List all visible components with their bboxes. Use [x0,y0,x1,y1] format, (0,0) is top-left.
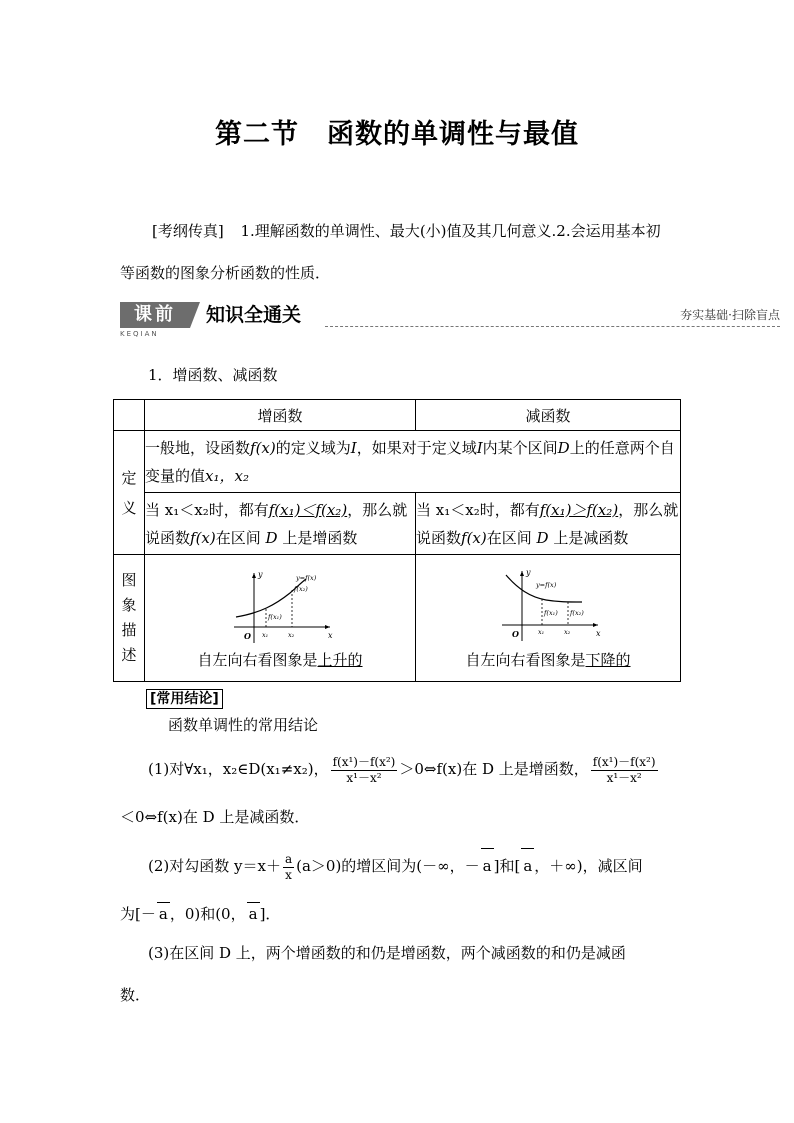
definition-specific-row [114,493,681,555]
header-increasing: 增函数 [145,400,416,431]
inc-caption-a: 自左向右看图象是 [197,651,318,669]
def-text-e: 上的任意两个自变量的值 [145,438,675,485]
conclusion-2 [148,848,688,883]
dec-caption-a: 自左向右看图象是 [465,651,586,669]
c1-text-a: (1)对∀x₁，x₂∈D(x₁≠x₂)， [148,760,329,778]
inc-fx2-label: f(x₂) [294,585,308,593]
conclusion-3-cont: 数． [120,986,151,1004]
title-text: 函数的单调性与最值 [327,119,579,150]
def-I-2: I [476,438,483,457]
inc-x1-label: x₁ [262,631,269,639]
increasing-graph-cell [145,555,416,682]
dec-x2-label: x₂ [564,628,571,636]
section-divider [325,326,780,327]
c2-sqrt-2: a [521,848,534,883]
def-text-d: 内某个区间 [482,438,558,457]
inc-def-d: 上是增函数 [282,528,358,547]
common-conclusions-label: [常用结论] [146,689,223,709]
decreasing-definition-cell [416,493,681,555]
c1-frac1-den: x¹－x² [346,770,382,785]
definition-label [114,431,145,555]
inc-def-c: 在区间 [215,528,261,547]
dec-def-fx: f(x) [461,528,487,547]
decreasing-graph-cell [416,555,681,682]
definition-label-text: 定义 [121,468,137,517]
inc-def-b: ，那么就说函数 [145,500,408,547]
def-D: D [557,438,570,457]
decreasing-graph [488,569,608,647]
inc-def-D: D [265,528,278,547]
section-badge-tail [190,302,200,328]
c2-frac-num: a [284,851,293,866]
table-header-row [114,400,681,431]
dec-def-a: 当 x₁＜x₂时，都有 [416,500,540,519]
inc-curve-label: y=f(x) [296,574,317,582]
c2-text-a: (2)对勾函数 y＝x＋ [148,857,281,875]
syllabus-line-2: 等函数的图象分析函数的性质． [120,264,331,282]
dec-curve-label: y=f(x) [536,581,557,589]
dec-y-arrow [520,571,524,576]
increasing-definition-cell [145,493,416,555]
section-heading: 知识全通关 [206,304,302,326]
def-fx: f(x) [250,438,276,457]
conclusion-1-cont: ＜0⇔f(x)在 D 上是减函数． [120,808,310,826]
dec-y-label: y [526,569,531,577]
graph-label-text: 图象描述 [121,571,137,664]
section-bar [120,302,780,340]
dec-fx1-label: f(x₁) [544,609,558,617]
section-badge-sub: KEQIAN [120,330,159,338]
corner-cell [114,400,145,431]
section-badge: 课前 [120,302,190,328]
dec-fx2-label: f(x₂) [570,609,584,617]
syllabus-line-1 [120,220,680,242]
dec-def-cond: f(x₁)＞f(x₂) [539,500,619,519]
inc-y-label: y [258,570,263,579]
c2-fraction [283,852,294,883]
inc-y-arrow [252,573,256,578]
page-title [0,112,794,151]
c1-text-b: ＞0⇔f(x)在 D 上是增函数， [399,760,589,778]
definition-common-row [114,431,681,493]
inc-origin-label: O [244,631,251,641]
c2-sqrt-4: a [247,902,260,925]
inc-def-a: 当 x₁＜x₂时，都有 [145,500,269,519]
dec-x-arrow [593,623,598,627]
c2-text-c: ]和[ [493,857,521,875]
dec-x1-label: x₁ [538,628,545,636]
conclusion-2-cont [120,902,680,925]
c2-text-e: 为[－ [120,905,156,923]
dec-def-D: D [536,528,549,547]
c2-text-f: ，0)和(0， [169,905,246,923]
c1-frac2-den: x¹－x² [606,770,642,785]
c2-sqrt-1: a [481,848,494,883]
conclusions-intro: 函数单调性的常用结论 [168,716,319,734]
item1-heading: 1．增函数、减函数 [148,366,278,384]
dec-def-d: 上是减函数 [553,528,629,547]
dec-origin-label: O [512,629,519,639]
section-tagline: 夯实基础·扫除盲点 [680,308,780,322]
dec-x-label: x [596,629,601,638]
graph-row [114,555,681,682]
increasing-graph [220,569,340,647]
c1-fraction-2 [591,755,658,786]
increasing-graph-caption [145,649,415,671]
monotonic-table [113,399,681,682]
def-text-a: 一般地，设函数 [145,438,251,457]
inc-def-fx: f(x) [190,528,216,547]
title-section-number: 第二节 [215,119,299,150]
c1-frac2-num: f(x¹)－f(x²) [592,754,656,769]
c2-text-d: ，＋∞)，减区间 [534,857,643,875]
c2-sqrt-3: a [157,902,170,925]
conclusion-3: (3)在区间 D 上，两个增函数的和仍是增函数，两个减函数的和仍是减函 [148,944,626,962]
dec-caption-u: 下降的 [585,651,631,669]
decreasing-graph-caption [416,649,680,671]
def-I: I [350,438,357,457]
inc-def-cond: f(x₁)＜f(x₂) [268,500,348,519]
def-text-c: ，如果对于定义域 [356,438,477,457]
conclusion-1 [148,752,688,786]
inc-x-label: x [328,631,333,640]
c1-frac1-num: f(x¹)－f(x²) [332,754,396,769]
header-decreasing: 减函数 [416,400,681,431]
def-vars: x₁，x₂ [205,466,249,485]
inc-caption-u: 上升的 [317,651,363,669]
def-text-b: 的定义域为 [275,438,351,457]
syllabus-tag: [考纲传真] [152,222,224,240]
c2-text-g: ]． [259,905,281,923]
syllabus-text-1: 1.理解函数的单调性、最大(小)值及其几何意义.2.会运用基本初 [240,222,661,240]
dec-def-b: ，那么就说函数 [416,500,679,547]
c2-text-b: (a＞0)的增区间为(－∞，－ [296,857,480,875]
inc-x-arrow [325,625,330,629]
graph-label [114,555,145,682]
inc-x2-label: x₂ [288,631,295,639]
inc-fx1-label: f(x₁) [268,613,282,621]
dec-def-c: 在区间 [486,528,532,547]
c2-frac-den: x [285,867,292,882]
c1-fraction-1 [331,755,398,786]
definition-common-cell [145,431,681,493]
